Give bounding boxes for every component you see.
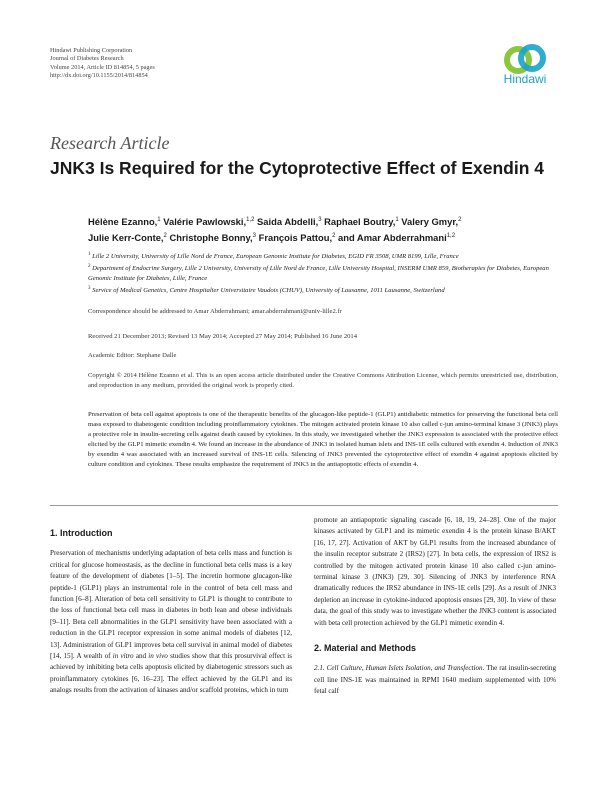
affiliation-1 bbox=[88, 250, 568, 262]
abstract: Preservation of beta cell against apoptosis is one of the therapeutic benefits of the glucagon-like peptide-1 (GLP1) antidiabetic mimetics for preserving the functional beta cell mass exposed to diabetogenic condition including proinflammatory cytokines. The mitogen activated protein kinase 10 also called c-jun amino-terminal kinase 3 (JNK3) plays a protective role in insulin-secreting cells against death caused by cytokines. In this study, we investigated whether the JNK3 expression is associated with the protective effect elicited by the GLP1 mimetic exendin 4. We found an increase in the abundance of JNK3 in isolated human islets and INS-1E cells cultured with exendin 4. Induction of JNK3 by exendin 4 was associated with an increased survival of INS-1E cells. Silencing of JNK3 prevented the cytoprotective effect of exendin 4 against apoptosis elicited by culture condition and cytokines. These results emphasize the requirement of JNK3 in the antiapoptotic effects of exendin 4. bbox=[88, 411, 558, 469]
intro-paragraph-continued: promote an antiapoptotic signaling cascade [6, 18, 19, 24–28]. One of the major kinases activated by GLP1 and its mimetic exendin 4 is the protein kinase B/AKT [16, 17, 27]. Activation of AKT by GLP1 results from the increased abundance of the insulin receptor substrate 2 (IRS2) [27]. In beta cells, the expression of IRS2 is controlled by the mitogen activated protein kinase 10 also called c-jun amino-terminal kinase 3 (JNK3) [29, 30]. Silencing of JNK3 by interference RNA dramatically reduces the IRS2 abundance in INS-1E cells [29]. As a result of JNK3 depletion an increase in cytokine-induced apoptosis ensues [29, 30]. In view of these data, the goal of this study was to investigate whether the JNK3 content is associated with beta cell protection achieved by the GLP1 mimetic exendin 4. bbox=[314, 516, 556, 627]
affiliation-2 bbox=[88, 262, 568, 284]
author-affil-sup: 1 bbox=[395, 217, 399, 223]
left-column bbox=[50, 528, 292, 697]
author-affil-sup: 3 bbox=[252, 233, 256, 240]
journal-header bbox=[50, 47, 155, 80]
article-type: Research Article bbox=[50, 133, 170, 153]
author-name: Hélène Ezanno, bbox=[88, 216, 158, 228]
doi-link[interactable]: http://dx.doi.org/10.1155/2014/814854 bbox=[50, 71, 148, 79]
affiliation-sup: 3 bbox=[88, 285, 91, 291]
author-affil-sup: 2 bbox=[163, 233, 167, 240]
intro-text: and bbox=[133, 652, 149, 661]
author-affil-sup: 2 bbox=[458, 217, 462, 223]
affiliation-3 bbox=[88, 284, 568, 296]
subsection-heading: 2.1. Cell Culture, Human Islets Isolation, and Transfection. bbox=[314, 664, 485, 673]
hindawi-logo bbox=[497, 44, 553, 94]
author-name: Christophe Bonny, bbox=[166, 232, 253, 244]
intro-text: studies show that this prosurvival effect is achieved by inhibiting beta cells apoptosis elicited by diabetogenic stressors such as proinflammatory cytokines [6, 16–23]. The effect achieved by the GLP1 and its analogs results from the activation of kinases and/or scaffold proteins, which in turn bbox=[50, 652, 292, 695]
correspondence: Correspondence should be addressed to Amar Abderrahmani; amar.abderrahmani@univ-lille2.fr bbox=[88, 308, 342, 315]
intro-italic: in vivo bbox=[148, 652, 168, 661]
author-affil-sup: 2 bbox=[332, 233, 336, 240]
author-name: François Pattou, bbox=[256, 232, 333, 244]
affiliation-sup: 1 bbox=[88, 252, 91, 257]
author-list bbox=[88, 213, 558, 245]
affiliation-text: Service of Medical Genetics, Centre Hospitalier Universitaire Vaudois (CHUV), University of Lausanne, 1011 Lausanne, Switzerland bbox=[90, 286, 445, 294]
affiliations bbox=[88, 250, 568, 296]
intro-text: Preservation of mechanisms underlying adaptation of beta cells mass and function is critical for glucose homeostasis, as the decline in functional beta cells mass is a key feature of the development of diabetes [1–5]. The incretin hormone glucagon-like peptide-1 (GLP1) plays an instrumental role in the control of beta cell mass and function [6–8]. Alteration of beta cell sensitivity to GLP1 is thought to contribute to the loss of functional beta cell mass in diabetes in both lean and obese individuals [9–11]. Beta cell abnormalities in the GLP1 sensitivity have been associated with a reduction in the GLP1 receptor expression in some animal models of diabetes [12, 13]. Administration of GLP1 improves beta cell survival in animal model of diabetes [14, 15]. A wealth of bbox=[50, 549, 292, 661]
author-line-1 bbox=[88, 213, 558, 229]
author-name: Saida Abdelli, bbox=[254, 216, 319, 228]
author-name: Raphael Boutry, bbox=[321, 216, 396, 228]
section-heading-introduction: 1. Introduction bbox=[50, 528, 113, 538]
volume-info: Volume 2014, Article ID 814854, 5 pages bbox=[50, 63, 155, 71]
hindawi-rings-icon bbox=[501, 44, 549, 74]
journal-name: Journal of Diabetes Research bbox=[50, 55, 124, 63]
section-heading-methods: 2. Material and Methods bbox=[314, 643, 417, 654]
affiliation-text: Lille 2 University, University of Lille Nord de France, European Genomic Institute for Diabetes, EGID FR 3508, UMR 8199, Lille, France bbox=[90, 253, 459, 261]
logo-text: Hindawi bbox=[503, 72, 547, 86]
author-name: Valérie Pawlowski, bbox=[160, 216, 247, 228]
academic-editor: Academic Editor: Stephane Dalle bbox=[88, 352, 177, 359]
publisher: Hindawi Publishing Corporation bbox=[50, 47, 133, 54]
author-affil-sup: 1,2 bbox=[246, 217, 255, 223]
author-name: and Amar Abderrahmani bbox=[335, 232, 447, 244]
affiliation-text: Department of Endocrine Surgery, Lille 2 University, University of Lille Nord de France, Lille University Hospital, INSERM UMR 859, Biotherapies for Diabetes, European Genomic Institute for Diabetes, Lille, France bbox=[88, 265, 549, 282]
intro-paragraph bbox=[50, 548, 292, 696]
dates: Received 21 December 2013; Revised 13 May 2014; Accepted 27 May 2014; Published 16 June 2014 bbox=[88, 333, 358, 340]
intro-italic: in vitro bbox=[112, 652, 134, 661]
author-affil-sup: 3 bbox=[318, 217, 322, 223]
copyright: Copyright © 2014 Hélène Ezanno et al. This is an open access article distributed under the Creative Commons Attribution License, which permits unrestricted use, distribution, and reproduction in any medium, provided the original work is properly cited. bbox=[88, 372, 558, 390]
author-name: Valery Gmyr, bbox=[398, 216, 459, 228]
author-name: Julie Kerr-Conte, bbox=[88, 232, 164, 244]
methods-text: The rat insulin-secreting cell line INS-1E was maintained in RPMI 1640 medium supplemented with 10% fetal calf bbox=[314, 664, 557, 696]
author-line-2 bbox=[88, 229, 558, 245]
right-column bbox=[314, 515, 556, 698]
affiliation-sup: 2 bbox=[88, 263, 91, 269]
divider-line bbox=[50, 505, 558, 506]
author-affil-sup: 1 bbox=[157, 217, 161, 223]
methods-paragraph bbox=[314, 663, 556, 697]
article-title: JNK3 Is Required for the Cytoprotective Effect of Exendin 4 bbox=[50, 158, 544, 178]
author-affil-sup: 1,2 bbox=[446, 233, 456, 240]
